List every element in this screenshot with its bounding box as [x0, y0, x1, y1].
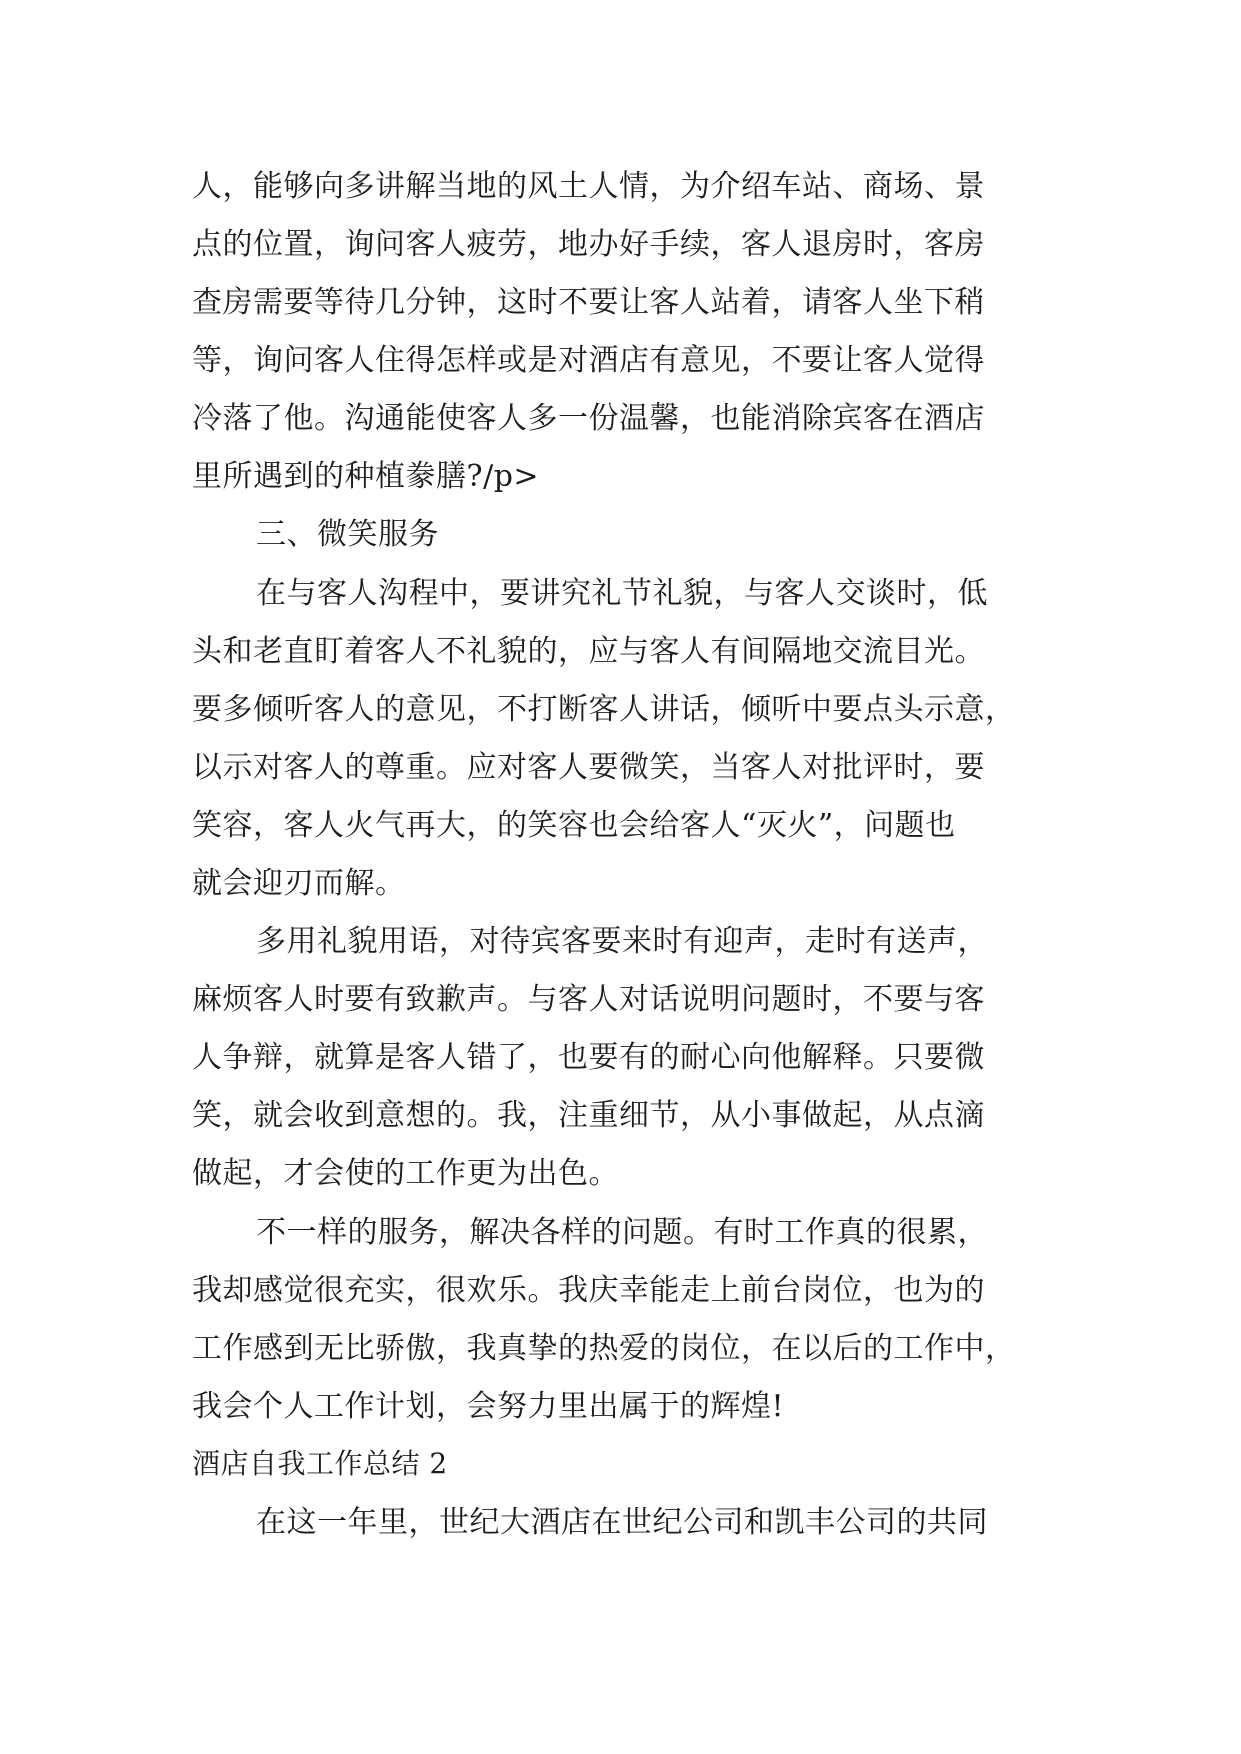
- text-line: 在这一年里，世纪大酒店在世纪公司和凯丰公司的共同: [256, 1505, 988, 1540]
- text-line: 我会个人工作计划，会努力里出属于的辉煌!: [192, 1389, 785, 1424]
- text-line: 冷落了他。沟通能使客人多一份温馨，也能消除宾客在酒店: [192, 401, 985, 436]
- text-line: 点的位置，询问客人疲劳，地办好手续，客人退房时，客房: [192, 227, 985, 262]
- text-line: 人，能够向多讲解当地的风土人情，为介绍车站、商场、景: [192, 169, 985, 204]
- text-line: 以示对客人的尊重。应对客人要微笑，当客人对批评时，要: [192, 750, 985, 785]
- text-line: 人争辩，就算是客人错了，也要有的耐心向他解释。只要微: [192, 1040, 985, 1075]
- text-line: 工作感到无比骄傲，我真挚的热爱的岗位，在以后的工作中，: [192, 1331, 1016, 1366]
- text-line: 就会迎刃而解。: [192, 866, 406, 901]
- text-line: 查房需要等待几分钟，这时不要让客人站着，请客人坐下稍: [192, 285, 985, 320]
- text-line: 笑容，客人火气再大，的笑容也会给客人“灭火”，问题也: [192, 808, 956, 843]
- text-line: 多用礼貌用语，对待宾客要来时有迎声，走时有送声，: [256, 924, 988, 959]
- text-line: 要多倾听客人的意见，不打断客人讲话，倾听中要点头示意，: [192, 692, 1016, 727]
- section-title: 酒店自我工作总结 2: [192, 1447, 448, 1480]
- text-line: 里所遇到的种植豢膳?/p>: [192, 459, 540, 494]
- text-line: 头和老直盯着客人不礼貌的，应与客人有间隔地交流目光。: [192, 634, 985, 669]
- text-line: 等，询问客人住得怎样或是对酒店有意见，不要让客人觉得: [192, 343, 985, 378]
- text-line: 做起，才会使的工作更为出色。: [192, 1156, 619, 1191]
- section-heading: 三、微笑服务: [256, 517, 439, 552]
- text-line: 麻烦客人时要有致歉声。与客人对话说明问题时，不要与客: [192, 982, 985, 1017]
- text-line: 在与客人沟程中，要讲究礼节礼貌，与客人交谈时，低: [256, 576, 988, 611]
- text-line: 笑，就会收到意想的。我，注重细节，从小事做起，从点滴: [192, 1098, 985, 1133]
- text-line: 不一样的服务，解决各样的问题。有时工作真的很累，: [256, 1215, 988, 1250]
- text-line: 我却感觉很充实，很欢乐。我庆幸能走上前台岗位，也为的: [192, 1273, 985, 1308]
